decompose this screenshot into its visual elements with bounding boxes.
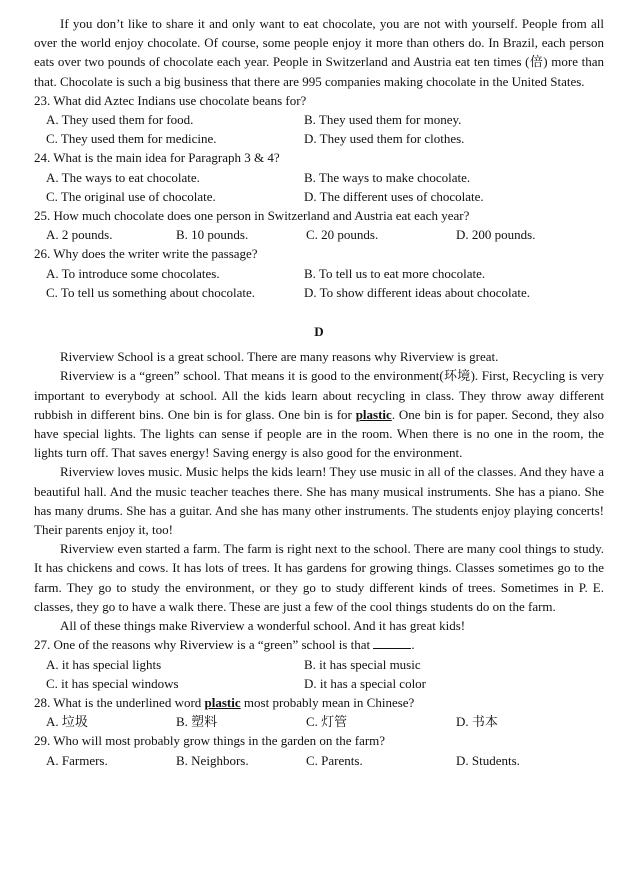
option-b: B. Neighbors. (176, 752, 249, 768)
exam-page (34, 14, 604, 770)
passage-paragraph-1: Riverview School is a great school. There are many reasons why Riverview is great. (60, 349, 499, 365)
option-c: C. The original use of chocolate. (46, 188, 216, 204)
question-26 (34, 244, 604, 302)
passage-paragraph-3: Riverview loves music. Music helps the kids learn! They use music in all of the classes. And they have a beautiful hall. And the music teacher teaches there. She has many musical instruments. She has a piano. She has many drums. She has a guitar. And she has many other instruments. The students enjoy playing concerts! Their parents enjoy it, too! (34, 464, 604, 538)
question-stem: 23. What did Aztec Indians use chocolate beans for? (34, 92, 307, 108)
option-a: A. They used them for food. (46, 112, 194, 128)
intro-paragraph: If you don’t like to share it and only want to eat chocolate, you are not with yourself. People from all over the world enjoy chocolate. Of course, some people enjoy it more than others do. In Brazil, each person eats over two pounds of chocolate each year. People in Switzerland and Austria eat ten times (倍) more than that. Chocolate is such a big business that there are 995 companies making chocolate in the United States. (34, 16, 604, 89)
option-c: C. it has special windows (46, 675, 179, 691)
question-text: 27. One of the reasons why Riverview is a “green” school is that (34, 637, 371, 653)
question-stem (34, 693, 604, 712)
option-d: D. To show different ideas about chocolate. (304, 284, 531, 300)
passage-paragraph-5: All of these things make Riverview a wonderful school. And it has great kids! (60, 618, 466, 634)
paragraph-text: . One bin is for paper. Second, they also have special lights. The lights can sense if people are in the room. When there is no one in the room, the lights turn off. That saves energy! Saving energy is also good for the environment. (34, 406, 605, 461)
option-a: A. The ways to eat chocolate. (46, 169, 200, 185)
question-24 (34, 148, 604, 206)
option-a: A. 2 pounds. (46, 227, 113, 243)
passage-paragraph-4: Riverview even started a farm. The farm is right next to the school. There are many cool things to study. It has chickens and cows. It has lots of trees. It has gardens for growing things. Classes sometimes go to the farm. They go to study the environment, or they go to study different kinds of trees. Sometimes in P. E. classes, they go to have a walk there. These are just a few of the cool things students do on the farm. (34, 541, 604, 614)
option-d: D. 书本 (456, 714, 498, 730)
option-d: D. The different uses of chocolate. (304, 188, 484, 204)
option-d: D. They used them for clothes. (304, 131, 465, 147)
option-d: D. 200 pounds. (456, 227, 536, 243)
question-stem: 25. How much chocolate does one person in Switzerland and Austria eat each year? (34, 208, 470, 224)
passage-paragraph-2 (34, 366, 604, 462)
paragraph-text: Riverview is a “green” school. That means it is good to the environment(环境). First, Recycling is very important to everybody at school. All the kids learn about recycling in class. They throw away different rubbish in different bins. One bin is for glass. One bin is for (34, 368, 604, 422)
option-a: A. 垃圾 (46, 714, 88, 730)
option-c: C. To tell us something about chocolate. (46, 284, 255, 300)
question-27 (34, 635, 604, 693)
option-d: D. it has a special color (304, 675, 427, 691)
option-c: C. They used them for medicine. (46, 131, 217, 147)
question-stem: 26. Why does the writer write the passage? (34, 246, 258, 262)
option-a: A. Farmers. (46, 752, 108, 768)
question-stem (34, 635, 604, 654)
section-title: D (314, 324, 324, 340)
option-c: C. 20 pounds. (306, 227, 379, 243)
option-c: C. Parents. (306, 752, 363, 768)
question-text: most probably mean in Chinese? (240, 694, 415, 710)
option-c: C. 灯管 (306, 714, 348, 730)
question-text: 28. What is the underlined word (34, 694, 205, 710)
answer-blank (373, 635, 411, 649)
option-b: B. To tell us to eat more chocolate. (304, 265, 486, 281)
option-b: B. 10 pounds. (176, 227, 249, 243)
question-stem: 29. Who will most probably grow things in the garden on the farm? (34, 733, 386, 749)
option-d: D. Students. (456, 752, 520, 768)
question-25 (34, 206, 604, 244)
question-stem: 24. What is the main idea for Paragraph 3 & 4? (34, 150, 280, 166)
option-a: A. it has special lights (46, 656, 162, 672)
question-23 (34, 91, 604, 149)
question-end: . (411, 637, 415, 653)
question-28 (34, 693, 604, 731)
option-b: B. 塑料 (176, 714, 218, 730)
underlined-word: plastic (355, 406, 392, 422)
question-29 (34, 731, 604, 769)
option-b: B. They used them for money. (304, 112, 462, 128)
option-b: B. The ways to make chocolate. (304, 169, 471, 185)
underlined-word: plastic (204, 694, 241, 710)
option-b: B. it has special music (304, 656, 421, 672)
option-a: A. To introduce some chocolates. (46, 265, 220, 281)
